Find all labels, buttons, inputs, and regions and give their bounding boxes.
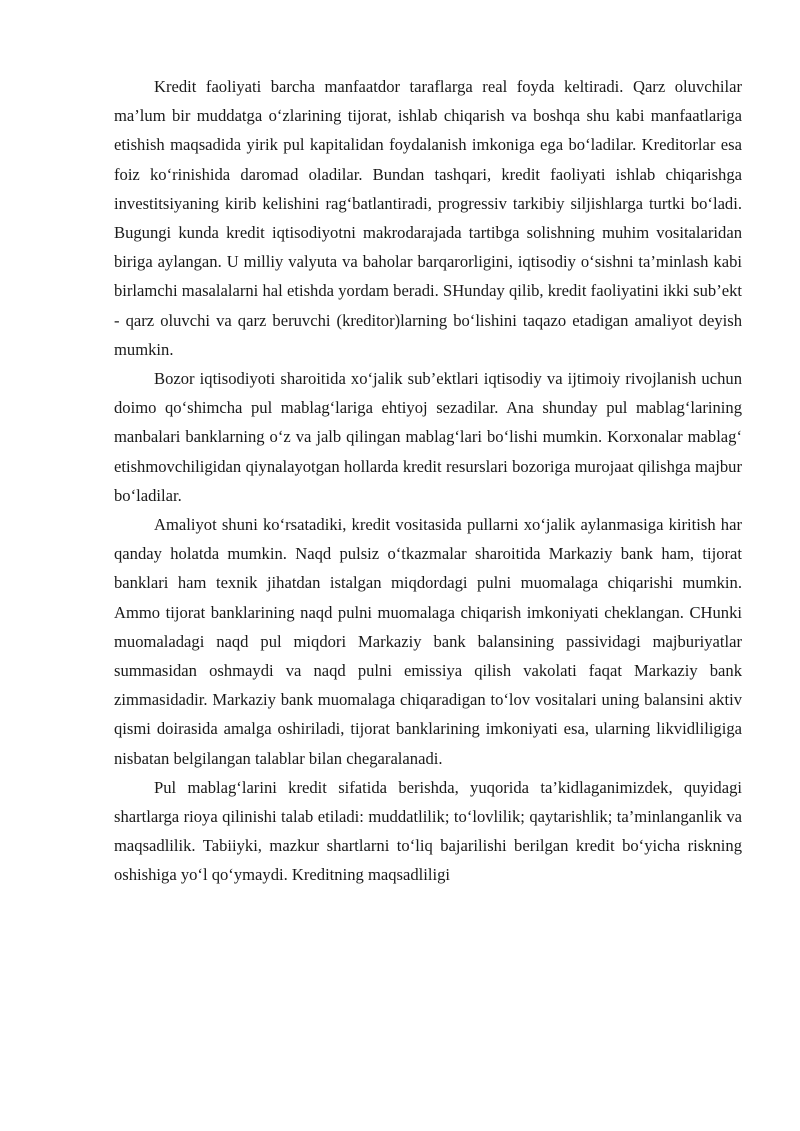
paragraph-credit-conditions: Pul mablag‘larini kredit sifatida berishda, yuqorida ta’kidlaganimizdek, quyidagi shartlarga rioya qilinishi talab etiladi: muddatlilik; to‘lovlilik; qaytarishlik; ta’minlanganlik va maqsadlilik. Tabiiyki, mazkur shartlarni to‘liq bajarilishi berilgan kredit bo‘yicha riskning oshishiga yo‘l qo‘ymaydi. Kreditning maqsadliligi xyxy=(114,777,742,885)
paragraph-money-circulation: Amaliyot shuni ko‘rsatadiki, kredit vositasida pullarni xo‘jalik aylanmasiga kiritish har qanday holatda mumkin. Naqd pulsiz o‘tkazmalar sharoitida Markaziy bank ham, tijorat banklari ham texnik jihatdan istalgan miqdordagi pulni muomalaga chiqarishi mumkin. Ammo tijorat banklarining naqd pulni muomalaga chiqarish imkoniyati cheklangan. CHunki muomaladagi naqd pul miqdori Markaziy bank balansining passividagi majburiyatlar summasidan oshmaydi va naqd pulni emissiya qilish vakolati faqat Markaziy bank zimmasidadir. Markaziy bank muomalaga chiqaradigan to‘lov vositalari uning balansini aktiv qismi doirasida amalga oshiriladi, tijorat banklarining imkoniyati esa, ularning likvidliligiga nisbatan belgilangan talablar bilan chegaralanadi. xyxy=(114,515,742,768)
document-page xyxy=(114,72,742,890)
paragraph-credit-activity-benefits: Kredit faoliyati barcha manfaatdor taraflarga real foyda keltiradi. Qarz oluvchilar ma’lum bir muddatga o‘zlarining tijorat, ishlab chiqarish va boshqa shu kabi manfaatlariga etishish maqsadida yirik pul kapitalidan foydalanish imkoniga ega bo‘ladilar. Kreditorlar esa foiz ko‘rinishida daromad oladilar. Bundan tashqari, kredit faoliyati ishlab chiqarishga investitsiyaning kirib kelishini rag‘batlantiradi, progressiv tarkibiy siljishlarga turtki bo‘ladi. Bugungi kunda kredit iqtisodiyotni makrodarajada tartibga solishning muhim vositalaridan biriga aylangan. U milliy valyuta va baholar barqarorligini, iqtisodiy o‘sishni ta’minlash kabi birlamchi masalalarni hal etishda yordam beradi. SHunday qilib, kredit faoliyatini ikki sub’ekt - qarz oluvchi va qarz beruvchi (kreditor)larning bo‘lishini taqazo etadigan amaliyot deyish mumkin. xyxy=(114,77,742,359)
paragraph-market-economy-funding: Bozor iqtisodiyoti sharoitida xo‘jalik sub’ektlari iqtisodiy va ijtimoiy rivojlanish uchun doimo qo‘shimcha pul mablag‘lariga ehtiyoj sezadilar. Ana shunday pul mablag‘larining manbalari banklarning o‘z va jalb qilingan mablag‘lari bo‘lishi mumkin. Korxonalar mablag‘ etishmovchiligidan qiynalayotgan hollarda kredit resurslari bozoriga murojaat qilishga majbur bo‘ladilar. xyxy=(114,369,742,505)
